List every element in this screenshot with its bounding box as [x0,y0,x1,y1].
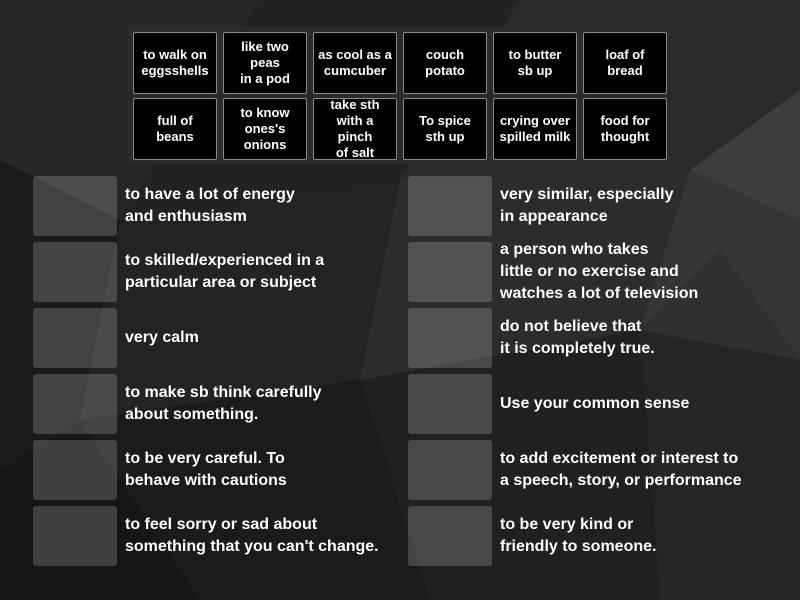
definition-text: to skilled/experienced in a particular area or subject [125,252,325,291]
match-row-right-3 [408,308,655,368]
definition-text: to be very kind or friendly to someone. [500,516,657,555]
drop-slot[interactable] [408,440,492,500]
answer-tile[interactable]: crying over spilled milk [493,98,577,160]
definition-text: Use your common sense [500,395,690,412]
drop-slot[interactable] [408,242,492,302]
drop-slot[interactable] [33,176,117,236]
match-row-left-1 [33,176,295,236]
definition-text: do not believe that it is completely true. [500,318,655,357]
match-row-left-3 [33,308,199,368]
match-row-right-6 [408,506,656,566]
drop-slot[interactable] [33,308,117,368]
definition-text: a person who takes little or no exercise and watches a lot of television [500,241,699,302]
drop-slot[interactable] [408,176,492,236]
answer-tile[interactable]: like two peas in a pod [223,32,307,94]
drop-slot[interactable] [33,440,117,500]
definition-text: to make sb think carefully about something. [125,384,322,423]
answer-tile[interactable]: food for thought [583,98,667,160]
answer-tile[interactable]: full of beans [133,98,217,160]
match-row-right-4 [408,374,689,434]
answer-tile[interactable]: as cool as a cumcuber [313,32,397,94]
match-row-right-1 [408,176,673,236]
answer-tile[interactable]: To spice sth up [403,98,487,160]
match-row-left-4 [33,374,322,434]
definition-text: to be very careful. To behave with cautions [125,450,287,489]
match-row-left-5 [33,440,287,500]
match-row-right-5 [408,440,742,500]
answer-tile[interactable]: to walk on eggsshells [133,32,217,94]
answer-tile[interactable]: take sth with a pinch of salt [313,98,397,160]
answer-tile[interactable]: to butter sb up [493,32,577,94]
match-row-right-2 [408,242,698,302]
definition-text: to have a lot of energy and enthusiasm [125,186,295,225]
answer-tile[interactable]: loaf of bread [583,32,667,94]
definition-text: to add excitement or interest to a speech, story, or performance [500,450,742,489]
drop-slot[interactable] [33,242,117,302]
drop-slot[interactable] [408,506,492,566]
drop-slot[interactable] [408,374,492,434]
drop-slot[interactable] [408,308,492,368]
match-row-left-6 [33,506,379,566]
answer-tile-tray [128,26,673,164]
definition-text: very similar, especially in appearance [500,186,674,225]
match-row-left-2 [33,242,324,302]
definition-text: to feel sorry or sad about something that you can't change. [125,516,379,555]
drop-slot[interactable] [33,506,117,566]
drop-slot[interactable] [33,374,117,434]
answer-tile[interactable]: to know ones's onions [223,98,307,160]
answer-tile[interactable]: couch potato [403,32,487,94]
definition-text: very calm [125,329,199,346]
